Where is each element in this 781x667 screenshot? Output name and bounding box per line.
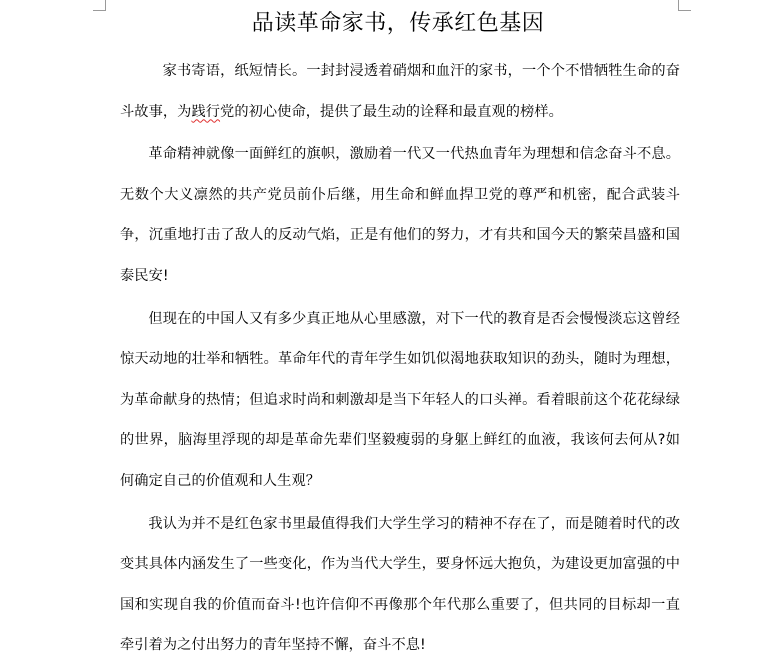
paragraph-1-text-before: 家书寄语，纸短情长。一封封浸透着硝烟和血汗的家书，一个个不惜牺牲生命的奋斗故事，为 [120, 63, 680, 120]
paragraph-1 [120, 51, 680, 132]
paragraph-4: 我认为并不是红色家书里最值得我们大学生学习的精神不存在了，而是随着时代的改变其具体内涵发生了一些变化，作为当代大学生，要身怀远大抱负，为建设更加富强的中国和实现自我的价值而奋斗!也许信仰不再像那个年代那么重要了，但共同的目标却一直牵引着为之付出努力的青年坚持不懈，奋斗不息! [120, 515, 680, 654]
paragraph-2: 革命精神就像一面鲜红的旗帜，激励着一代又一代热血青年为理想和信念奋斗不息。无数个大义凛然的共产党员前仆后继，用生命和鲜血捍卫党的尊严和机密，配合武装斗争，沉重地打击了敌人的反动气焰，正是有他们的努力，才有共和国今天的繁荣昌盛和国泰民安! [120, 146, 680, 284]
document-title: 品读革命家书，传承红色基因 [251, 11, 545, 36]
paragraph-3: 但现在的中国人又有多少真正地从心里感激，对下一代的教育是否会慢慢淡忘这曾经惊天动地的壮举和牺牲。革命年代的青年学生如饥似渴地获取知识的劲头，随时为理想，为革命献身的热情；但追求时尚和刺激却是当下年轻人的口头禅。看着眼前这个花花绿绿的世界，脑海里浮现的却是革命先辈们坚毅瘦弱的身躯上鲜红的血液，我该何去何从?如何确定自己的价值观和人生观？ [120, 310, 680, 489]
document-body[interactable] [120, 51, 680, 666]
spellcheck-flagged-word[interactable]: 践行 [191, 103, 221, 120]
paragraph-1-text-after: 党的初心使命，提供了最生动的诠释和最直观的榜样。 [220, 103, 563, 120]
